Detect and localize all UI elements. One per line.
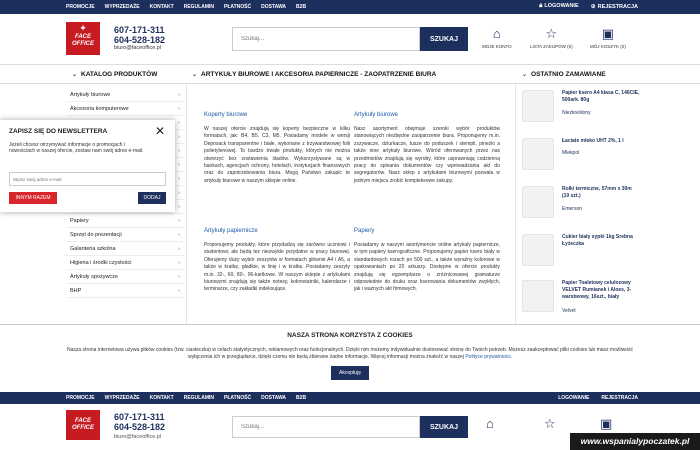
product-name[interactable]: Papier ksero A4 klasa C, 146CIE, 500ark. 80g [562,90,640,103]
chevron-right-icon: › [178,92,180,98]
list-item[interactable] [520,278,640,318]
menu-platnosc[interactable]: PŁATNOŚĆ [223,395,252,401]
watermark: www.wspanialypoczatek.pl [570,433,700,450]
search-button[interactable]: SZUKAJ [420,27,468,51]
cookie-title: NASZA STRONA KORZYSTA Z COOKIES [287,332,413,339]
phone-1[interactable]: 607-171-311 [114,25,165,35]
chevron-right-icon: › [178,120,180,126]
account-links [539,3,638,10]
site-logo[interactable] [66,22,100,55]
subscribe-button[interactable]: DODAJ [138,192,166,204]
product-image[interactable] [522,280,554,312]
menu-promocje[interactable]: PROMOCJE [66,395,95,401]
site-logo[interactable] [66,410,100,440]
user-icon: ⌂ [492,26,501,41]
cart-button[interactable] [590,26,626,49]
shopping-list-button[interactable] [530,26,573,49]
product-name[interactable]: Papier Toaletowy celulozowy VELVET Rumianek i Aloes, 3-warstwowy, 16szt., biały [562,280,632,300]
newsletter-popup [0,120,175,212]
cookie-text: Nasza strona internetowa używa plików cookies (tzw. ciasteczka) w celach statystycznych, reklamowych oraz funkcjonalnych. Dzięki nim możemy indywidualnie dostosować stronę do Twoich potrzeb. Możesz zaakceptować pliki cookies lub masz możliwość wyłączenia ich w przeglądarce, dzięki czemu nie będą zbierane żadne informacje. Więcej informacji można znaleźć w naszej Polityce prywatności. [67,347,633,360]
product-image[interactable] [522,234,554,266]
article-title[interactable]: Koperty biurowe [204,112,248,118]
product-image[interactable] [522,138,554,170]
top-bar [0,0,700,14]
sidebar-item[interactable] [66,102,184,116]
cart-icon: ▣ [601,26,615,41]
page-title [192,71,436,78]
sidebar-item-label: BHP [70,288,82,294]
menu-dostawa[interactable]: DOSTAWA [261,4,287,10]
section-headings [0,64,700,84]
phone-2[interactable]: 604-528-182 [114,35,166,45]
top-bar [0,392,700,404]
register-link[interactable] [591,3,638,10]
top-menu [66,4,306,10]
list-item[interactable] [520,232,640,272]
sidebar-item[interactable] [66,214,184,228]
page-title-label: ARTYKUŁY BIUROWE I AKCESORIA PAPIERNICZE - ZAOPATRZENIE BIURA [201,71,437,78]
article-body: Nasz asortyment obejmuje szeroki wybór produktów stanowiących niezbędne zaopatrzenie biura. Proponujemy m.in. zszywacze, dziurkacze, tusze do poduszek i stempli, pinezki a także inne artykuły biurowe. Wśród oferowanych przez nas przedmiotów znajdują się wyroby, które usprawniają codzienną pracy do spinania dokumentów czy wprowadzania akt do segregatorów. Nasz sklep z artykułami biurowymi pozwala w jednym miejscu zrobić kompleksowe zakupy. [354,126,500,184]
phone-1[interactable]: 607-171-311 [114,412,165,422]
article-title[interactable]: Artykuły biurowe [354,112,399,118]
privacy-policy-link[interactable]: Polityce prywatności [465,354,511,360]
email-link[interactable]: biuro@faceoffice.pl [114,434,162,440]
menu-regulamin[interactable]: REGULAMIN [183,395,214,401]
cookie-banner [0,324,700,392]
catalog-heading[interactable] [72,71,157,78]
sidebar-item[interactable] [66,242,184,256]
article-body: W naszej ofercie znajdują się koperty bezpieczne w kilku formatach, jak: B4, B5, C3, M5. Posiadamy modele w wersji Deposack transparentne i białe, wykonane z trzywarstwowej folii polietylenowej. To bardzo trwałe produkty, których nie można otworzyć bez zostawienia śladów. Wykorzystywane są w bankach, agencjach ochrony, hotelach, instytucjach finansowych oraz do zapotrzebowania biura. Mogą Państwo zakupić te artykuły biurowe w naszym sklepie online. [204,126,350,184]
close-icon[interactable]: ✕ [154,124,165,138]
contact-info [114,25,165,51]
article-body: Posiadamy w naszym asortymencie online artykuły papiernicze, w tym papiery kserograficzne. Proponujemy papier ksero biały w standardowych rozach po 500 szt., a także wyraźny kolorowe w opakowaniach po 20 arkuszy. Dostępne w ofercie produkty znajdują się egzemplarze o zróżnicowanej gramaturze odpowiednie do druku oraz kserowania dokumentów zwykłych, jak i ważnych akt firmowych. [354,242,500,293]
chevron-right-icon: › [178,288,180,294]
search-bar [232,416,468,438]
chevron-right-icon: › [178,260,180,266]
email-field[interactable] [9,172,166,186]
search-bar [232,27,468,51]
chevron-right-icon: › [178,246,180,252]
cookie-description: Nasza strona internetowa używa plików cookies (tzw. ciasteczka) w celach statystycznych, reklamowych oraz funkcjonalnych. Dzięki nim możemy indywidualnie dostosować stronę do Twoich potrzeb. Możesz zaakceptować pliki cookies lub masz możliwość wyłączenia ich w przeglądarce, dzięki czemu nie będą zbierane żadne informacje. Więcej informacji można znaleźć w naszej [67,347,633,360]
logo-text-2: OFFICE [72,425,94,431]
phone-2[interactable]: 604-528-182 [114,422,166,432]
article-artykuly-biurowe [354,112,500,185]
chevron-right-icon: › [178,148,180,154]
register-link[interactable]: REJESTRACJA [601,395,638,401]
menu-promocje[interactable]: PROMOCJE [66,4,95,10]
chevron-right-icon: › [178,218,180,224]
shopping-list-label: LISTA ZAKUPÓW (0) [530,44,573,49]
star-icon[interactable]: ☆ [544,416,556,431]
menu-b2b[interactable]: B2B [296,395,307,401]
sidebar-item[interactable] [66,270,184,284]
sidebar-item[interactable] [66,256,184,270]
sidebar-item-label: Galanteria szkolna [70,246,116,252]
sidebar-item[interactable] [66,228,184,242]
accept-cookies-button[interactable]: Akceptuję [331,366,369,380]
my-account-button[interactable] [482,26,512,49]
chevron-down-icon: ⌄ [72,72,78,78]
product-brand[interactable]: Mlekpol [562,150,580,156]
logo-text-1: FACE [74,34,91,40]
product-name[interactable]: Łaciate mleko UHT 2%, 1 l [562,138,624,144]
cart-icon[interactable]: ▣ [600,416,613,431]
bird-logo-icon: ✦ [79,23,87,33]
chevron-right-icon: › [178,232,180,238]
product-brand[interactable]: Emerson [562,206,583,212]
product-image[interactable] [522,90,554,122]
cart-label: MÓJ KOSZYK (0) [590,44,626,49]
menu-regulamin[interactable]: REGULAMIN [183,4,214,10]
user-icon[interactable]: ⌂ [486,416,494,431]
menu-dostawa[interactable]: DOSTAWA [261,395,287,401]
article-title[interactable]: Artykuły papiernicze [204,228,258,234]
list-item[interactable] [520,88,640,128]
menu-platnosc[interactable]: PŁATNOŚĆ [223,4,252,10]
article-papiernicze [204,228,350,294]
logo-text-1: FACE [74,418,91,424]
recent-heading [522,71,606,78]
dismiss-button[interactable]: INNYM RAZEM [9,192,57,204]
newsletter-title: ZAPISZ SIĘ DO NEWSLETTERA [9,128,108,135]
chevron-right-icon: › [178,274,180,280]
my-account-label: MOJE KONTO [482,44,512,49]
search-button[interactable]: SZUKAJ [420,416,468,438]
login-link[interactable] [539,3,578,10]
list-item[interactable] [520,136,640,176]
product-name[interactable]: Cukier biały sypki 1kg Srebna Łyżeczka [562,234,633,247]
product-name[interactable]: Rolki termiczne, 57mm x 30m (10 szt.) [562,186,632,199]
sidebar-item-label: Artykuły biurowe [70,92,111,98]
chevron-down-icon: ⌄ [192,72,198,78]
divider [186,84,187,324]
sidebar-item-label: Higiena i środki czystości [70,260,132,266]
user-plus-icon: ⊕ [590,4,596,10]
login-link[interactable]: LOGOWANIE [558,395,590,401]
sidebar-item-label: Sprzęt do prezentacji [70,232,122,238]
chevron-right-icon: › [178,162,180,168]
product-image[interactable] [522,186,554,218]
list-item[interactable] [520,184,640,224]
lock-icon: 🔒︎ [539,3,543,9]
article-papiery [354,228,500,294]
search-input[interactable] [232,416,420,438]
logo-text-2: OFFICE [72,41,94,47]
search-input[interactable] [232,27,420,51]
menu-wyprzedaze[interactable]: WYPRZEDAŻE [104,395,140,401]
chevron-down-icon: ⌄ [522,72,528,78]
article-koperty [204,112,350,185]
sidebar-item-label: Papiery [70,218,89,224]
chevron-right-icon: › [178,190,180,196]
recent-label: OSTATNIO ZAMAWIANE [531,71,606,78]
article-body: Proponujemy produkty, które przydadzą się zarówno uczniowi i studentowi, ale będą też niezwykle przydatne w pracy biurowej. Oferujemy duży wybór zeszytów w formatach głównie A4 i A5, a także w kratkę, gładkie, w linię i w kratkę. Posiadamy zeszyty m.in. 32-, 60, 80-, 96-kartkowe. W naszym sklepie z artykułami biurowymi znajdują się także notesy, kołonotatniki, kalendarze i terminarze, czy zakładki indeksujące. [204,242,350,293]
catalog-label: KATALOG PRODUKTÓW [81,71,158,78]
product-brand[interactable]: Velvet [562,308,576,314]
chevron-right-icon: › [178,106,180,112]
contact-info [114,412,165,432]
menu-b2b[interactable]: B2B [296,4,307,10]
newsletter-description: Jeżeli chcesz otrzymywać informacje o promocjach i nowościach w naszej ofercie, zostaw nam swój adres e-mail. [9,142,144,154]
account-links [558,395,638,401]
sidebar-item[interactable] [66,284,184,298]
menu-kontakt[interactable]: KONTAKT [149,395,174,401]
chevron-right-icon: › [178,204,180,210]
menu-wyprzedaze[interactable]: WYPRZEDAŻE [104,4,140,10]
login-label: LOGOWANIE [544,3,579,9]
product-brand[interactable]: Niezkreślony [562,110,591,116]
divider [515,84,516,324]
register-label: REJESTRACJA [597,4,638,10]
chevron-right-icon: › [178,176,180,182]
top-menu [66,395,306,401]
sidebar-item[interactable] [66,88,184,102]
star-icon: ☆ [545,26,558,41]
article-title[interactable]: Papiery [354,228,375,234]
sidebar-item-label: Akcesoria komputerowe [70,106,129,112]
menu-kontakt[interactable]: KONTAKT [149,4,174,10]
sidebar-item-label: Artykuły spożywcze [70,274,118,280]
chevron-right-icon: › [178,134,180,140]
header [0,14,700,64]
email-link[interactable]: biuro@faceoffice.pl [114,45,162,51]
